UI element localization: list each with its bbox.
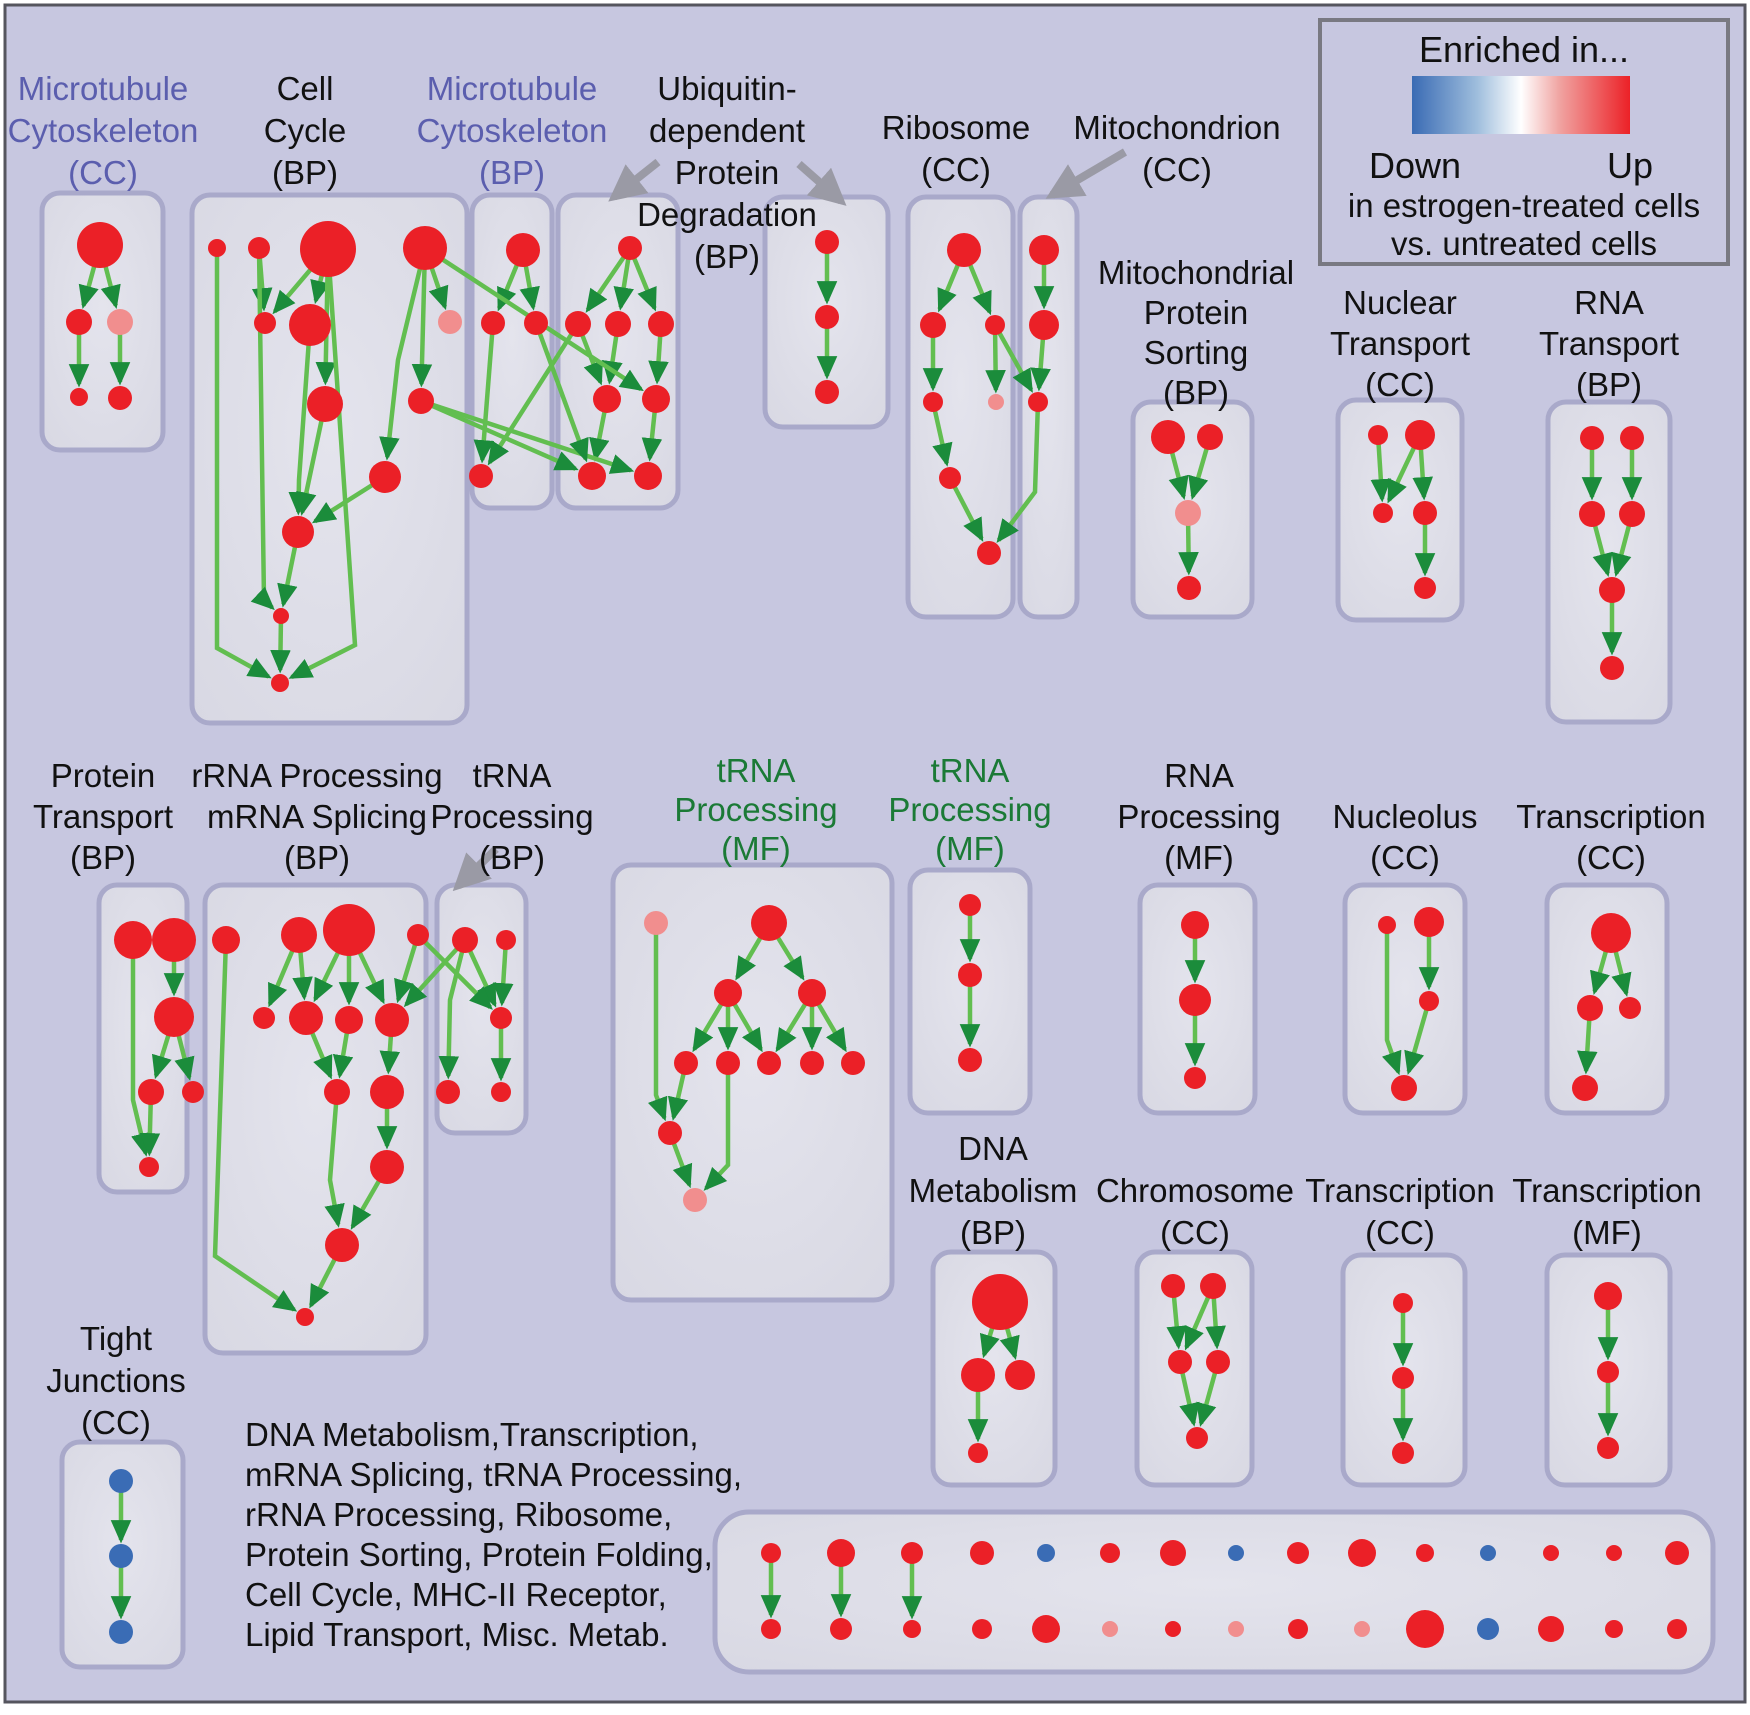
go-term-node-j5 — [1414, 577, 1436, 599]
go-term-node-b1 — [506, 233, 540, 267]
summary-note-line: Lipid Transport, Misc. Metab. — [245, 1616, 669, 1653]
go-term-node-d1 — [972, 1274, 1028, 1330]
go-term-node-bb6 — [1102, 1621, 1118, 1637]
legend-down-label: Down — [1368, 145, 1462, 186]
go-term-node-u4 — [648, 311, 674, 337]
go-term-node-bb3 — [903, 1620, 921, 1638]
go-term-node-p2 — [152, 918, 196, 962]
cluster-label-mito-protein-sorting: Mitochondrial Protein Sorting (BP) — [1097, 254, 1295, 411]
go-term-node-e4 — [1206, 1350, 1230, 1374]
go-term-node-g4 — [923, 392, 943, 412]
legend-title: Enriched in... — [1418, 29, 1630, 70]
go-term-node-bt7 — [1160, 1540, 1186, 1566]
go-term-node-m4 — [798, 979, 826, 1007]
go-term-node-k1 — [1580, 426, 1604, 450]
go-term-node-bb14 — [1605, 1620, 1623, 1638]
summary-note-line: Protein Sorting, Protein Folding, — [245, 1536, 713, 1573]
cluster-label-trna-bp: tRNA Processing (BP) — [430, 757, 594, 876]
cluster-box-nuclear-transport — [1338, 400, 1462, 620]
go-term-node-p1 — [114, 921, 152, 959]
summary-note-line: DNA Metabolism,Transcription, — [245, 1416, 699, 1453]
go-term-node-i2 — [1197, 424, 1223, 450]
go-term-node-g2 — [920, 312, 946, 338]
go-term-node-e3 — [1168, 1350, 1192, 1374]
go-term-node-a4 — [70, 388, 88, 406]
go-term-node-t3 — [490, 1007, 512, 1029]
go-term-node-bt3 — [901, 1542, 923, 1564]
go-term-node-v1 — [815, 230, 839, 254]
go-term-node-d3 — [1005, 1360, 1035, 1390]
go-term-node-a2 — [66, 309, 92, 335]
go-term-node-g7 — [977, 541, 1001, 565]
go-term-node-n4 — [1391, 1075, 1417, 1101]
go-term-node-m9 — [841, 1051, 865, 1075]
go-term-node-n3 — [1419, 991, 1439, 1011]
go-term-node-p4 — [138, 1079, 164, 1105]
go-term-node-t1 — [452, 927, 478, 953]
go-term-node-h2 — [1029, 310, 1059, 340]
go-term-node-g3 — [985, 315, 1005, 335]
go-term-node-k5 — [1599, 577, 1625, 603]
go-term-node-w3 — [1619, 997, 1641, 1019]
go-term-node-j1 — [1368, 425, 1388, 445]
go-term-node-c4 — [403, 226, 447, 270]
summary-note-line: mRNA Splicing, tRNA Processing, — [245, 1456, 743, 1493]
go-term-node-i1 — [1151, 420, 1185, 454]
go-term-node-bt2 — [827, 1539, 855, 1567]
go-term-node-m10 — [658, 1121, 682, 1145]
go-term-node-c9 — [369, 461, 401, 493]
go-term-node-bb5 — [1032, 1615, 1060, 1643]
go-term-node-bt1 — [761, 1543, 781, 1563]
go-term-node-p5 — [182, 1081, 204, 1103]
go-term-node-c5 — [254, 312, 276, 334]
go-term-node-bb8 — [1228, 1621, 1244, 1637]
cluster-label-mitochondrion: Mitochondrion (CC) — [1073, 109, 1281, 188]
go-term-node-m3 — [714, 979, 742, 1007]
go-term-node-bt13 — [1543, 1545, 1559, 1561]
go-term-node-c10 — [282, 516, 314, 548]
go-term-node-c3 — [300, 221, 356, 277]
go-term-node-bt11 — [1416, 1544, 1434, 1562]
cluster-label-trna-mf-1: tRNA Processing (MF) — [674, 752, 838, 867]
go-term-node-c12 — [271, 674, 289, 692]
go-term-node-t4 — [436, 1080, 460, 1104]
go-term-node-f1 — [1393, 1293, 1413, 1313]
go-term-node-u2 — [565, 311, 591, 337]
go-term-node-m2 — [751, 905, 787, 941]
go-term-node-k6 — [1600, 656, 1624, 680]
go-term-node-m5 — [674, 1051, 698, 1075]
cluster-box-chromosome — [1137, 1252, 1252, 1485]
go-term-node-e1 — [1161, 1274, 1185, 1298]
go-term-node-x1 — [1594, 1282, 1622, 1310]
go-term-node-s3 — [958, 1048, 982, 1072]
go-term-node-x3 — [1597, 1437, 1619, 1459]
go-term-node-t5 — [491, 1082, 511, 1102]
go-term-node-r1 — [212, 926, 240, 954]
cluster-label-transcription-cc-b: Transcription (CC) — [1305, 1172, 1495, 1251]
go-term-node-a5 — [108, 386, 132, 410]
go-term-node-p6 — [139, 1157, 159, 1177]
legend-gradient-bar — [1412, 76, 1630, 134]
legend-up-label: Up — [1606, 145, 1654, 186]
go-term-node-r7 — [335, 1006, 363, 1034]
go-term-node-k3 — [1579, 501, 1605, 527]
go-term-node-r4 — [407, 924, 429, 946]
go-term-node-e2 — [1200, 1273, 1226, 1299]
go-term-node-t2 — [496, 930, 516, 950]
go-term-node-a3 — [107, 309, 133, 335]
go-term-node-x2 — [1597, 1361, 1619, 1383]
go-term-node-bb15 — [1667, 1619, 1687, 1639]
cluster-label-chromosome: Chromosome (CC) — [1095, 1172, 1295, 1251]
go-term-node-c2 — [248, 237, 270, 259]
go-term-node-b2 — [481, 311, 505, 335]
go-term-node-bb13 — [1538, 1616, 1564, 1642]
go-term-node-r11 — [370, 1150, 404, 1184]
go-term-node-z1 — [109, 1469, 133, 1493]
go-term-node-bt12 — [1480, 1545, 1496, 1561]
go-term-node-z3 — [109, 1620, 133, 1644]
go-term-node-bt9 — [1287, 1542, 1309, 1564]
go-term-node-i3 — [1175, 500, 1201, 526]
go-term-node-bb7 — [1165, 1621, 1181, 1637]
go-term-node-c1 — [208, 239, 226, 257]
go-term-node-v3 — [815, 380, 839, 404]
go-term-node-c8 — [408, 388, 434, 414]
go-term-node-r12 — [325, 1228, 359, 1262]
go-term-node-e5 — [1186, 1427, 1208, 1449]
edge-cell-cycle — [280, 616, 281, 670]
go-term-node-u1 — [618, 236, 642, 260]
cluster-label-trna-mf-2: tRNA Processing (MF) — [888, 752, 1052, 867]
go-term-node-g6 — [939, 467, 961, 489]
go-term-node-m6 — [716, 1051, 740, 1075]
go-term-node-r2 — [281, 917, 317, 953]
go-term-node-n1 — [1378, 916, 1396, 934]
go-term-node-k4 — [1619, 501, 1645, 527]
go-term-node-bt4 — [970, 1541, 994, 1565]
legend-layer — [1320, 20, 1728, 264]
cluster-label-rna-transport: RNA Transport (BP) — [1539, 284, 1679, 403]
go-term-node-b4 — [469, 464, 493, 488]
go-term-node-k2 — [1620, 426, 1644, 450]
go-term-node-d2 — [961, 1358, 995, 1392]
go-term-node-bt10 — [1348, 1539, 1376, 1567]
go-term-node-q2 — [1179, 984, 1211, 1016]
cluster-label-mt-cc: Microtubule Cytoskeleton (CC) — [7, 70, 199, 191]
cluster-box-rrna-mrna — [205, 885, 426, 1353]
cluster-label-ubiquitin: Ubiquitin-dependent Protein Degradation (BP) — [637, 70, 817, 275]
cluster-label-transcription-cc-a: Transcription (CC) — [1516, 798, 1706, 876]
go-term-node-u8 — [634, 462, 662, 490]
go-term-node-z2 — [109, 1544, 133, 1568]
go-term-node-b3 — [524, 311, 548, 335]
go-term-node-bb2 — [830, 1618, 852, 1640]
go-term-node-u5 — [593, 385, 621, 413]
go-term-node-h3 — [1028, 392, 1048, 412]
go-term-node-g1 — [947, 233, 981, 267]
go-term-node-s1 — [959, 894, 981, 916]
go-term-node-c6 — [289, 304, 331, 346]
go-term-node-v2 — [815, 305, 839, 329]
cluster-label-ribosome: Ribosome (CC) — [881, 109, 1031, 188]
go-term-node-bt15 — [1665, 1541, 1689, 1565]
go-term-node-bb1 — [761, 1619, 781, 1639]
go-term-node-r3 — [323, 904, 375, 956]
go-term-node-bt8 — [1228, 1545, 1244, 1561]
go-term-node-h1 — [1029, 235, 1059, 265]
cluster-label-rna-processing: RNA Processing (MF) — [1117, 757, 1281, 876]
go-term-node-m11 — [683, 1188, 707, 1212]
go-term-node-f3 — [1392, 1442, 1414, 1464]
go-term-node-m7 — [757, 1051, 781, 1075]
go-term-node-c7 — [307, 386, 343, 422]
summary-note-line: rRNA Processing, Ribosome, — [245, 1496, 673, 1533]
go-term-node-a1 — [77, 222, 123, 268]
go-term-node-r13 — [296, 1308, 314, 1326]
go-term-node-u3 — [605, 311, 631, 337]
cluster-box-mixed-summary — [715, 1512, 1713, 1672]
go-term-node-bb10 — [1354, 1621, 1370, 1637]
cluster-label-nuclear-transport: Nuclear Transport (CC) — [1330, 284, 1470, 403]
go-term-node-g5 — [988, 394, 1004, 410]
cluster-label-mt-bp: Microtubule Cytoskeleton (BP) — [416, 70, 608, 191]
cluster-label-cell-cycle: Cell Cycle (BP) — [263, 70, 347, 191]
go-term-node-bt5 — [1037, 1544, 1055, 1562]
go-term-node-j4 — [1413, 501, 1437, 525]
go-term-node-w2 — [1577, 995, 1603, 1021]
go-term-node-q3 — [1184, 1067, 1206, 1089]
go-term-node-s2 — [958, 963, 982, 987]
summary-note-line: Cell Cycle, MHC-II Receptor, — [245, 1576, 667, 1613]
go-term-node-c11 — [273, 608, 289, 624]
go-term-node-r6 — [289, 1001, 323, 1035]
go-term-node-q1 — [1181, 911, 1209, 939]
go-term-node-bt14 — [1606, 1545, 1622, 1561]
cluster-label-rrna-mrna: rRNA Processing mRNA Splicing (BP) — [191, 757, 443, 876]
go-term-node-i4 — [1177, 576, 1201, 600]
cluster-label-protein-transport: Protein Transport (BP) — [33, 757, 173, 876]
cluster-label-transcription-mf: Transcription (MF) — [1512, 1172, 1702, 1251]
go-term-node-bb4 — [972, 1619, 992, 1639]
go-term-node-r10 — [370, 1075, 404, 1109]
go-term-node-n2 — [1414, 907, 1444, 937]
go-term-node-r8 — [375, 1003, 409, 1037]
go-term-node-bb12 — [1477, 1618, 1499, 1640]
go-term-node-r5 — [253, 1007, 275, 1029]
go-term-node-j3 — [1373, 503, 1393, 523]
go-term-node-r9 — [324, 1079, 350, 1105]
legend-subtitle-line1: in estrogen-treated cells — [1347, 187, 1701, 224]
go-term-node-f2 — [1392, 1367, 1414, 1389]
go-term-node-m1 — [644, 911, 668, 935]
go-term-node-m8 — [800, 1051, 824, 1075]
cluster-label-dna-metabolism: DNA Metabolism (BP) — [908, 1130, 1078, 1251]
go-term-node-bt6 — [1100, 1543, 1120, 1563]
go-term-node-d4 — [968, 1443, 988, 1463]
go-term-node-bb11 — [1406, 1610, 1444, 1648]
go-term-node-bb9 — [1288, 1619, 1308, 1639]
cluster-label-tight-junctions: Tight Junctions (CC) — [46, 1320, 186, 1441]
cluster-label-nucleolus: Nucleolus (CC) — [1332, 798, 1478, 876]
go-term-node-u6 — [642, 385, 670, 413]
go-term-node-u7 — [578, 462, 606, 490]
go-term-node-j2 — [1405, 420, 1435, 450]
go-term-node-p3 — [154, 997, 194, 1037]
go-term-node-w4 — [1572, 1075, 1598, 1101]
go-term-node-w1 — [1591, 913, 1631, 953]
go-term-node-cp — [438, 310, 462, 334]
legend-subtitle-line2: vs. untreated cells — [1391, 225, 1657, 262]
